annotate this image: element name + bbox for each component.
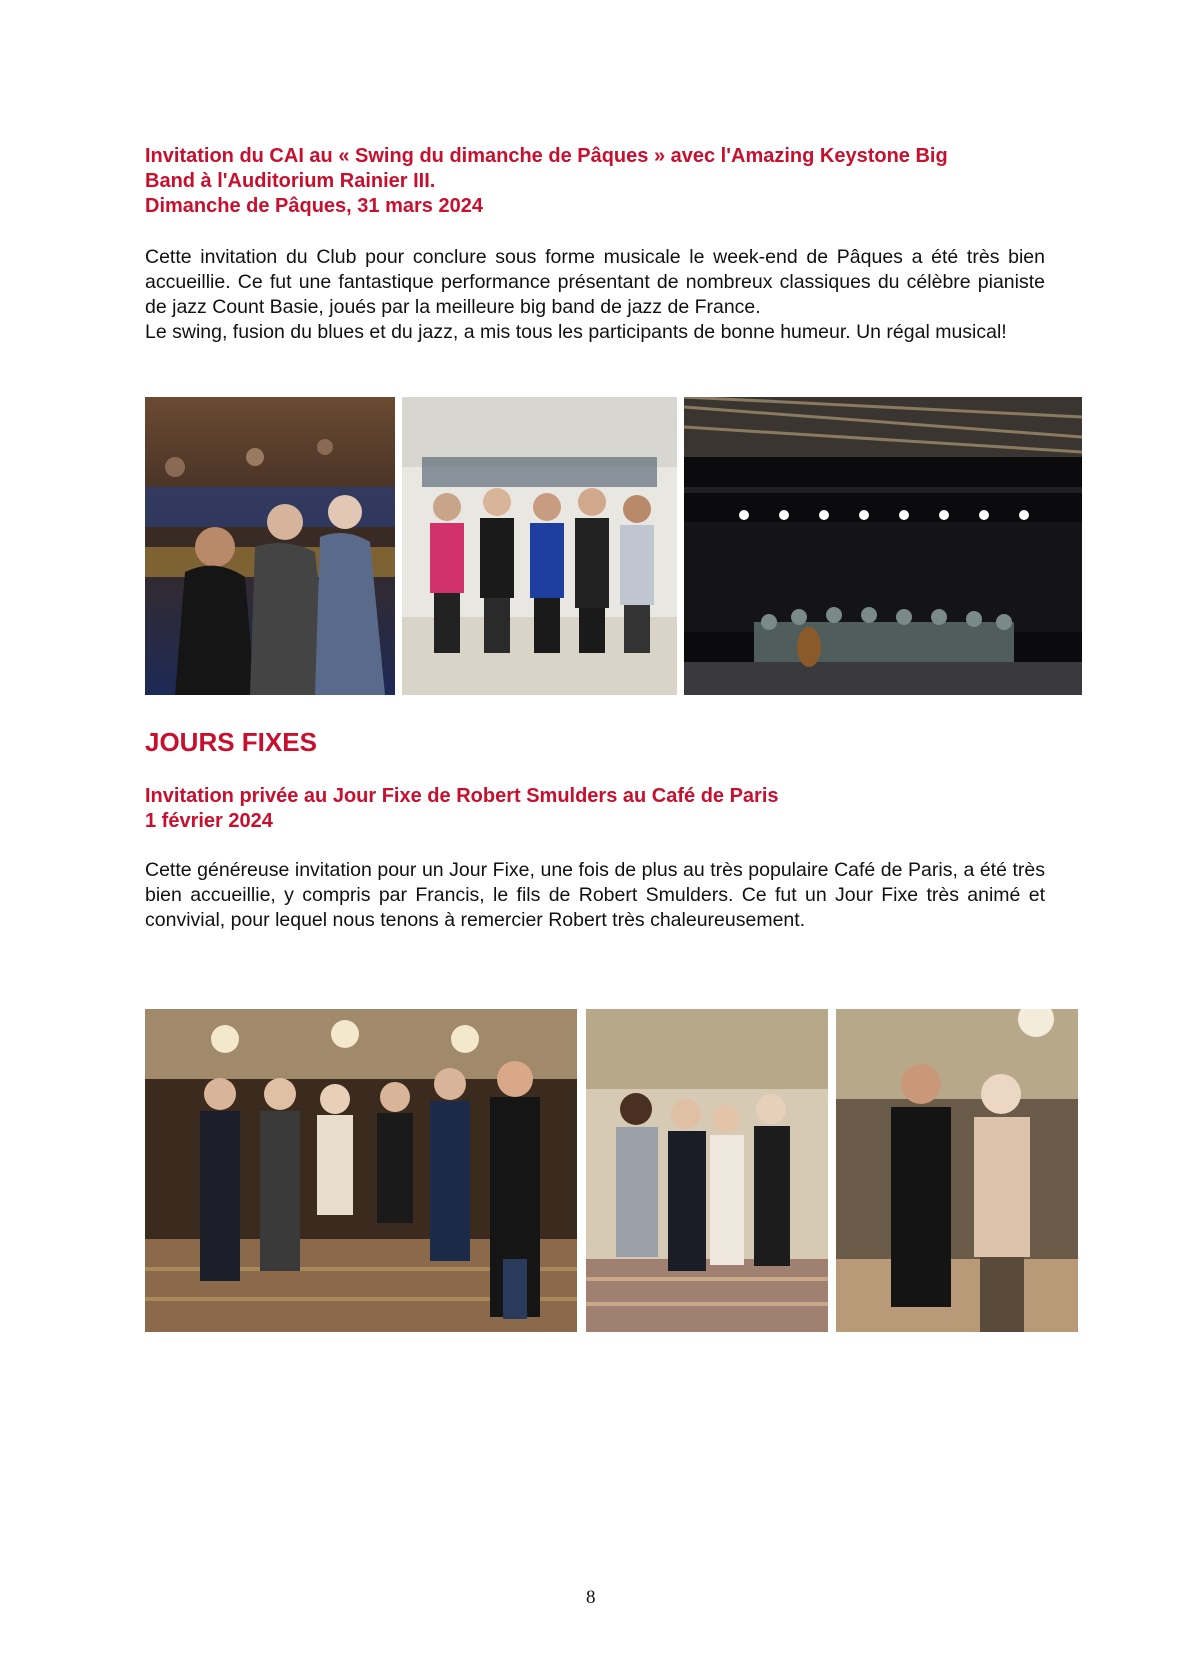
event1-title <box>145 144 1045 219</box>
big-band-stage-photo <box>684 397 1082 695</box>
page-number: 8 <box>586 1587 596 1608</box>
cafe-group-photo <box>145 1009 577 1332</box>
event1-paragraph2: Le swing, fusion du blues et du jazz, a mis tous les participants de bonne humeur. Un régal musical! <box>145 321 1007 343</box>
event2-title: Invitation privée au Jour Fixe de Robert Smulders au Café de Paris <box>145 785 779 807</box>
event1-date: Dimanche de Pâques, 31 mars 2024 <box>145 195 483 217</box>
cafe-two-women-photo <box>836 1009 1078 1332</box>
group-of-women-photo <box>402 397 677 695</box>
event2-heading <box>145 784 1045 834</box>
event1-body <box>145 245 1045 345</box>
event1-title-line1: Invitation du CAI au « Swing du dimanche de Pâques » avec l'Amazing Keystone Big <box>145 145 948 167</box>
event1-paragraph1: Cette invitation du Club pour conclure sous forme musicale le week-end de Pâques a été très bien accueillie. Ce fut une fantastique performance présentant de nombreux classiques du célèbre pianiste de jazz Count Basie, joués par la meilleure big band de jazz de France. <box>145 246 1045 318</box>
cafe-smulders-photo <box>586 1009 828 1332</box>
event2-body <box>145 858 1045 933</box>
event1-title-line2: Band à l'Auditorium Rainier III. <box>145 170 436 192</box>
event2-date: 1 février 2024 <box>145 810 273 832</box>
section-title: JOURS FIXES <box>145 727 317 757</box>
event2-paragraph: Cette généreuse invitation pour un Jour Fixe, une fois de plus au très populaire Café de Paris, a été très bien accueillie, y compris par Francis, le fils de Robert Smulders. Ce fut un Jour Fixe très animé et convivial, pour lequel nous tenons à remercier Robert très chaleureusement. <box>145 859 1045 931</box>
auditorium-audience-photo <box>145 397 395 695</box>
